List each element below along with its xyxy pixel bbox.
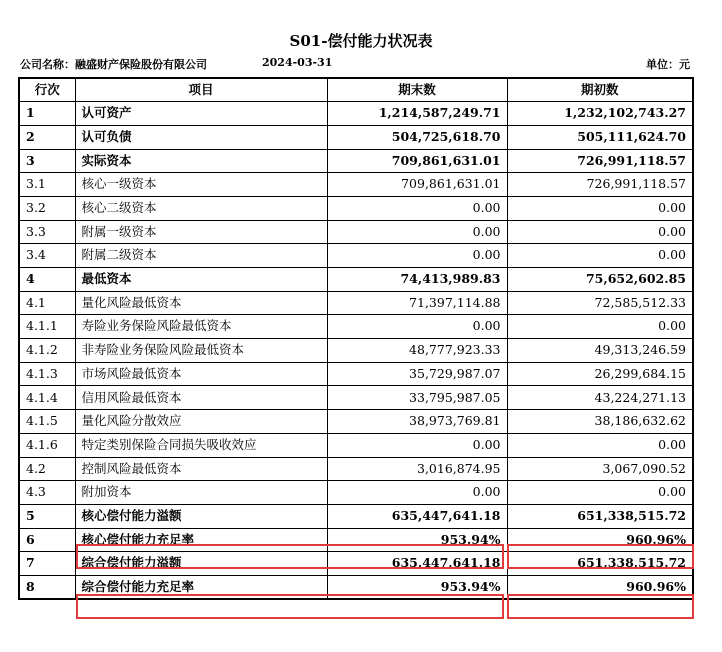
- row-number: 4.2: [19, 457, 75, 481]
- row-label: 附加资本: [75, 481, 327, 505]
- row-period-end: 0.00: [327, 196, 507, 220]
- row-label: 量化风险分散效应: [75, 410, 327, 434]
- row-period-start: 3,067,090.52: [507, 457, 693, 481]
- row-number: 4.1: [19, 291, 75, 315]
- row-label: 附属二级资本: [75, 244, 327, 268]
- company-label: 公司名称：: [20, 58, 75, 71]
- table-row: [19, 291, 693, 315]
- table-row: [19, 528, 693, 552]
- table-row: [19, 410, 693, 434]
- table-row: [19, 457, 693, 481]
- row-number: 8: [19, 575, 75, 599]
- row-period-end: 38,973,769.81: [327, 410, 507, 434]
- table-row: [19, 315, 693, 339]
- row-number: 4.1.4: [19, 386, 75, 410]
- table-row: [19, 386, 693, 410]
- row-period-end: 74,413,989.83: [327, 268, 507, 292]
- row-period-end: 71,397,114.88: [327, 291, 507, 315]
- row-period-end: 0.00: [327, 315, 507, 339]
- row-period-start: 960.96%: [507, 528, 693, 552]
- table-row: [19, 552, 693, 576]
- row-period-start: 72,585,512.33: [507, 291, 693, 315]
- row-period-start: 960.96%: [507, 575, 693, 599]
- header-item: 项目: [75, 78, 327, 102]
- row-label: 控制风险最低资本: [75, 457, 327, 481]
- table-row: [19, 102, 693, 126]
- table-header-row: [19, 78, 693, 102]
- row-label: 特定类别保险合同损失吸收效应: [75, 433, 327, 457]
- table-row: [19, 504, 693, 528]
- row-period-start: 651,338,515.72: [507, 552, 693, 576]
- header-period-start: 期初数: [507, 78, 693, 102]
- row-label: 综合偿付能力充足率: [75, 575, 327, 599]
- row-period-start: 38,186,632.62: [507, 410, 693, 434]
- row-period-end: 35,729,987.07: [327, 362, 507, 386]
- row-period-start: 75,652,602.85: [507, 268, 693, 292]
- row-number: 4.1.6: [19, 433, 75, 457]
- table-row: [19, 125, 693, 149]
- table-row: [19, 268, 693, 292]
- row-label: 寿险业务保险风险最低资本: [75, 315, 327, 339]
- row-label: 核心偿付能力充足率: [75, 528, 327, 552]
- table-row: [19, 362, 693, 386]
- row-number: 4.1.1: [19, 315, 75, 339]
- row-period-end: 3,016,874.95: [327, 457, 507, 481]
- unit-label: 单位：元: [646, 58, 690, 71]
- row-period-end: 0.00: [327, 481, 507, 505]
- row-label: 附属一级资本: [75, 220, 327, 244]
- row-period-start: 726,991,118.57: [507, 173, 693, 197]
- row-label: 量化风险最低资本: [75, 291, 327, 315]
- row-period-end: 709,861,631.01: [327, 173, 507, 197]
- row-period-end: 635,447,641.18: [327, 552, 507, 576]
- header-period-end: 期末数: [327, 78, 507, 102]
- row-number: 2: [19, 125, 75, 149]
- row-label: 综合偿付能力溢额: [75, 552, 327, 576]
- row-period-end: 1,214,587,249.71: [327, 102, 507, 126]
- row-number: 3.1: [19, 173, 75, 197]
- table-row: [19, 244, 693, 268]
- row-number: 4: [19, 268, 75, 292]
- table-row: [19, 575, 693, 599]
- table-row: [19, 196, 693, 220]
- row-period-end: 0.00: [327, 220, 507, 244]
- row-period-start: 726,991,118.57: [507, 149, 693, 173]
- row-period-start: 26,299,684.15: [507, 362, 693, 386]
- row-period-end: 504,725,618.70: [327, 125, 507, 149]
- row-period-end: 0.00: [327, 244, 507, 268]
- row-number: 4.1.3: [19, 362, 75, 386]
- row-label: 市场风险最低资本: [75, 362, 327, 386]
- row-period-start: 49,313,246.59: [507, 339, 693, 363]
- row-period-start: 0.00: [507, 244, 693, 268]
- row-label: 信用风险最低资本: [75, 386, 327, 410]
- row-period-start: 0.00: [507, 196, 693, 220]
- row-period-end: 709,861,631.01: [327, 149, 507, 173]
- row-period-end: 635,447,641.18: [327, 504, 507, 528]
- row-period-end: 953.94%: [327, 575, 507, 599]
- row-period-end: 0.00: [327, 433, 507, 457]
- row-period-start: 0.00: [507, 481, 693, 505]
- row-period-end: 33,795,987.05: [327, 386, 507, 410]
- company-name: 融盛财产保险股份有限公司: [75, 58, 207, 71]
- header-row-number: 行次: [19, 78, 75, 102]
- row-period-end: 48,777,923.33: [327, 339, 507, 363]
- row-period-start: 0.00: [507, 220, 693, 244]
- row-number: 3: [19, 149, 75, 173]
- table-row: [19, 339, 693, 363]
- row-label: 最低资本: [75, 268, 327, 292]
- row-period-start: 505,111,624.70: [507, 125, 693, 149]
- row-period-start: 1,232,102,743.27: [507, 102, 693, 126]
- table-row: [19, 481, 693, 505]
- row-label: 实际资本: [75, 149, 327, 173]
- row-label: 认可负债: [75, 125, 327, 149]
- row-period-start: 651,338,515.72: [507, 504, 693, 528]
- table-row: [19, 149, 693, 173]
- row-number: 5: [19, 504, 75, 528]
- row-period-start: 0.00: [507, 433, 693, 457]
- row-label: 核心二级资本: [75, 196, 327, 220]
- row-label: 核心一级资本: [75, 173, 327, 197]
- row-label: 非寿险业务保险风险最低资本: [75, 339, 327, 363]
- row-period-end: 953.94%: [327, 528, 507, 552]
- row-label: 认可资产: [75, 102, 327, 126]
- row-number: 3.2: [19, 196, 75, 220]
- solvency-table: [18, 77, 694, 600]
- company-info: [20, 56, 207, 72]
- row-label: 核心偿付能力溢额: [75, 504, 327, 528]
- table-row: [19, 433, 693, 457]
- row-period-start: 43,224,271.13: [507, 386, 693, 410]
- row-number: 4.3: [19, 481, 75, 505]
- table-row: [19, 173, 693, 197]
- row-number: 3.3: [19, 220, 75, 244]
- row-number: 6: [19, 528, 75, 552]
- row-number: 7: [19, 552, 75, 576]
- row-number: 4.1.5: [19, 410, 75, 434]
- report-date: 2024-03-31: [262, 56, 333, 69]
- row-number: 1: [19, 102, 75, 126]
- table-row: [19, 220, 693, 244]
- report-title: S01-偿付能力状况表: [289, 32, 433, 50]
- row-period-start: 0.00: [507, 315, 693, 339]
- row-number: 3.4: [19, 244, 75, 268]
- row-number: 4.1.2: [19, 339, 75, 363]
